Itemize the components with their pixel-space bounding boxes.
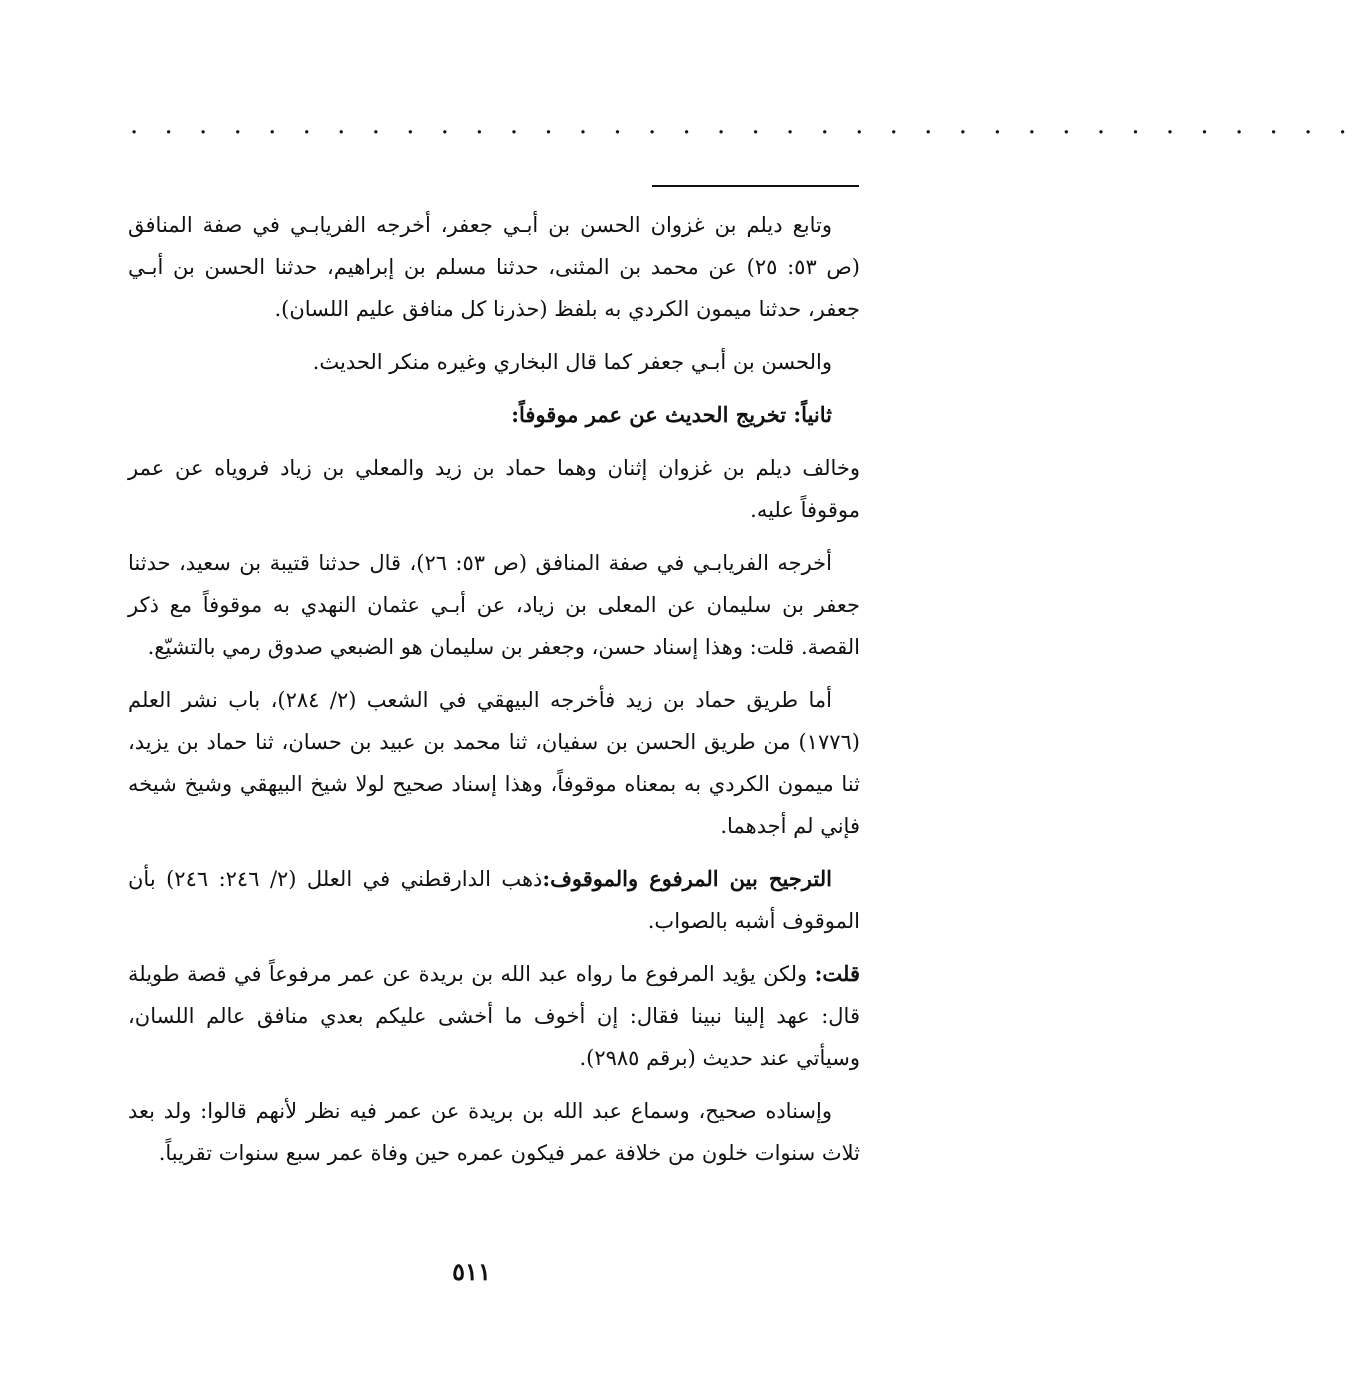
page-number: ٥١١ (452, 1257, 491, 1286)
footnote-rule (652, 185, 859, 187)
paragraph-lead: قلت: (814, 961, 860, 986)
paragraph-text: أخرجه الفريابـي في صفة المنافق (ص ٥٣: ٢٦)، قال حدثنا قتيبة بن سعيد، حدثنا جعفر بن سليمان عن المعلى بن زياد، عن أبـي عثمان النهدي به موقوفاً مع ذكر القصة. قلت: وهذا إسناد حسن، وجعفر بن سليمان هو الضبعي صدوق رمي بالتشيّع. (128, 551, 860, 659)
paragraph-text: ذهب الدارقطني في العلل (٢/ ٢٤٦: ٢٤٦) بأن الموقوف أشبه بالصواب. (128, 867, 860, 933)
paragraph-text: وتابع ديلم بن غزوان الحسن بن أبـي جعفر، أخرجه الفريابـي في صفة المنافق (ص ٥٣: ٢٥) عن محمد بن المثنى، حدثنا مسلم بن إبراهيم، حدثنا الحسن بن أبـي جعفر، حدثنا ميمون الكردي به بلفظ (حذرنا كل منافق عليم اللسان). (128, 213, 860, 321)
paragraph-text: وخالف ديلم بن غزوان إثنان وهما حماد بن زيد والمعلي بن زياد فروياه عن عمر موقوفاً عليه. (128, 456, 860, 522)
paragraph-9 (128, 1090, 860, 1174)
paragraph-lead: الترجيح بين المرفوع والموقوف: (542, 866, 832, 891)
paragraph-8 (128, 953, 860, 1079)
page-body (128, 204, 860, 1185)
paragraph-4 (128, 447, 860, 531)
paragraph-6 (128, 679, 860, 847)
paragraph-text: والحسن بن أبـي جعفر كما قال البخاري وغيره منكر الحديث. (312, 350, 832, 374)
paragraph-5 (128, 542, 860, 668)
paragraph-2 (128, 341, 860, 383)
section-heading (128, 394, 860, 436)
section-heading-text: ثانياً: تخريج الحديث عن عمر موقوفاً: (511, 402, 832, 427)
dotted-separator: · · · · · · · · · · · · · · · · · · · · · · · · · · · · · · · · · · · · (130, 118, 1356, 148)
paragraph-text: أما طريق حماد بن زيد فأخرجه البيهقي في الشعب (٢/ ٢٨٤)، باب نشر العلم (١٧٧٦) من طريق الحسن بن سفيان، ثنا محمد بن عبيد بن حسان، ثنا حماد بن يزيد، ثنا ميمون الكردي به بمعناه موقوفاً، وهذا إسناد صحيح لولا شيخ البيهقي وشيخ شيخه فإني لم أجدهما. (128, 688, 860, 838)
paragraph-text: وإسناده صحيح، وسماع عبد الله بن بريدة عن عمر فيه نظر لأنهم قالوا: ولد بعد ثلاث سنوات خلون من خلافة عمر فيكون عمره حين وفاة عمر سبع سنوات تقريباً. (128, 1099, 860, 1165)
paragraph-7 (128, 858, 860, 942)
paragraph-text: ولكن يؤيد المرفوع ما رواه عبد الله بن بريدة عن عمر مرفوعاً في قصة طويلة قال: عهد إلينا نبينا فقال: إن أخوف ما أخشى عليكم بعدي منافق عالم اللسان، وسيأتي عند حديث (برقم ٢٩٨٥). (128, 962, 860, 1070)
paragraph-1 (128, 204, 860, 330)
